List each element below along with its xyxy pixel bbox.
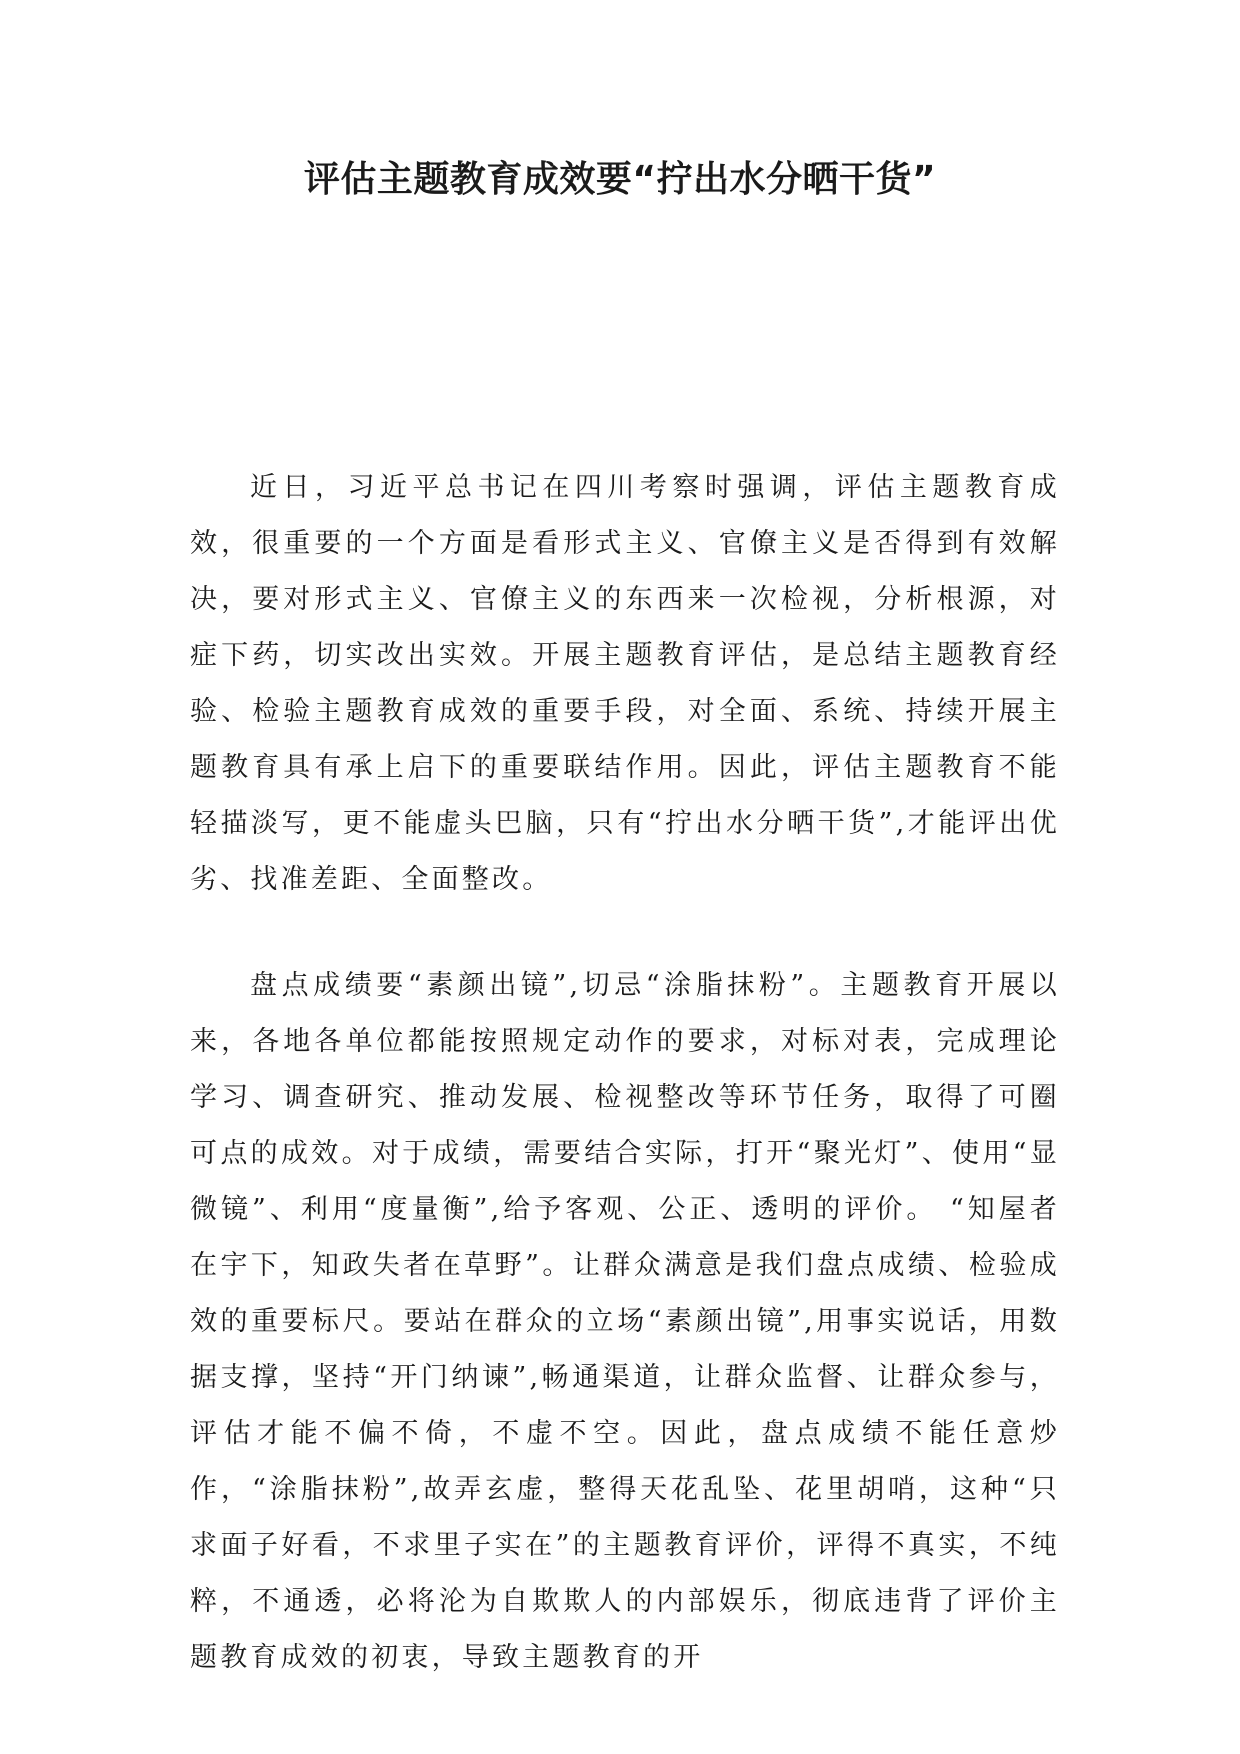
document-title: 评估主题教育成效要“拧出水分晒干货” — [303, 159, 937, 200]
paragraph-achievements: 盘点成绩要“素颜出镜”,切忌“涂脂抹粉”。主题教育开展以来，各地各单位都能按照规定动作的要求，对标对表，完成理论学习、调查研究、推动发展、检视整改等环节任务，取得了可圈可点的成效。对于成绩，需要结合实际，打开“聚光灯”、使用“显微镜”、利用“度量衡”,给予客观、公正、透明的评价。 “知屋者在宇下，知政失者在草野”。让群众满意是我们盘点成绩、检验成效的重要标尺。要站在群众的立场“素颜出镜”,用事实说话，用数据支撑，坚持“开门纳谏”,畅通渠道，让群众监督、让群众参与，评估才能不偏不倚，不虚不空。因此，盘点成绩不能任意炒作，“涂脂抹粉”,故弄玄虚，整得天花乱坠、花里胡哨，这种“只求面子好看，不求里子实在”的主题教育评价，评得不真实，不纯粹，不通透，必将沦为自欺欺人的内部娱乐，彻底违背了评价主题教育成效的初衷，导致主题教育的开 — [190, 970, 1060, 1673]
paragraph-intro: 近日，习近平总书记在四川考察时强调，评估主题教育成效，很重要的一个方面是看形式主义、官僚主义是否得到有效解决，要对形式主义、官僚主义的东西来一次检视，分析根源，对症下药，切实改出实效。开展主题教育评估，是总结主题教育经验、检验主题教育成效的重要手段，对全面、系统、持续开展主题教育具有承上启下的重要联结作用。因此，评估主题教育不能轻描淡写，更不能虚头巴脑，只有“拧出水分晒干货”,才能评出优劣、找准差距、全面整改。 — [190, 472, 1060, 895]
